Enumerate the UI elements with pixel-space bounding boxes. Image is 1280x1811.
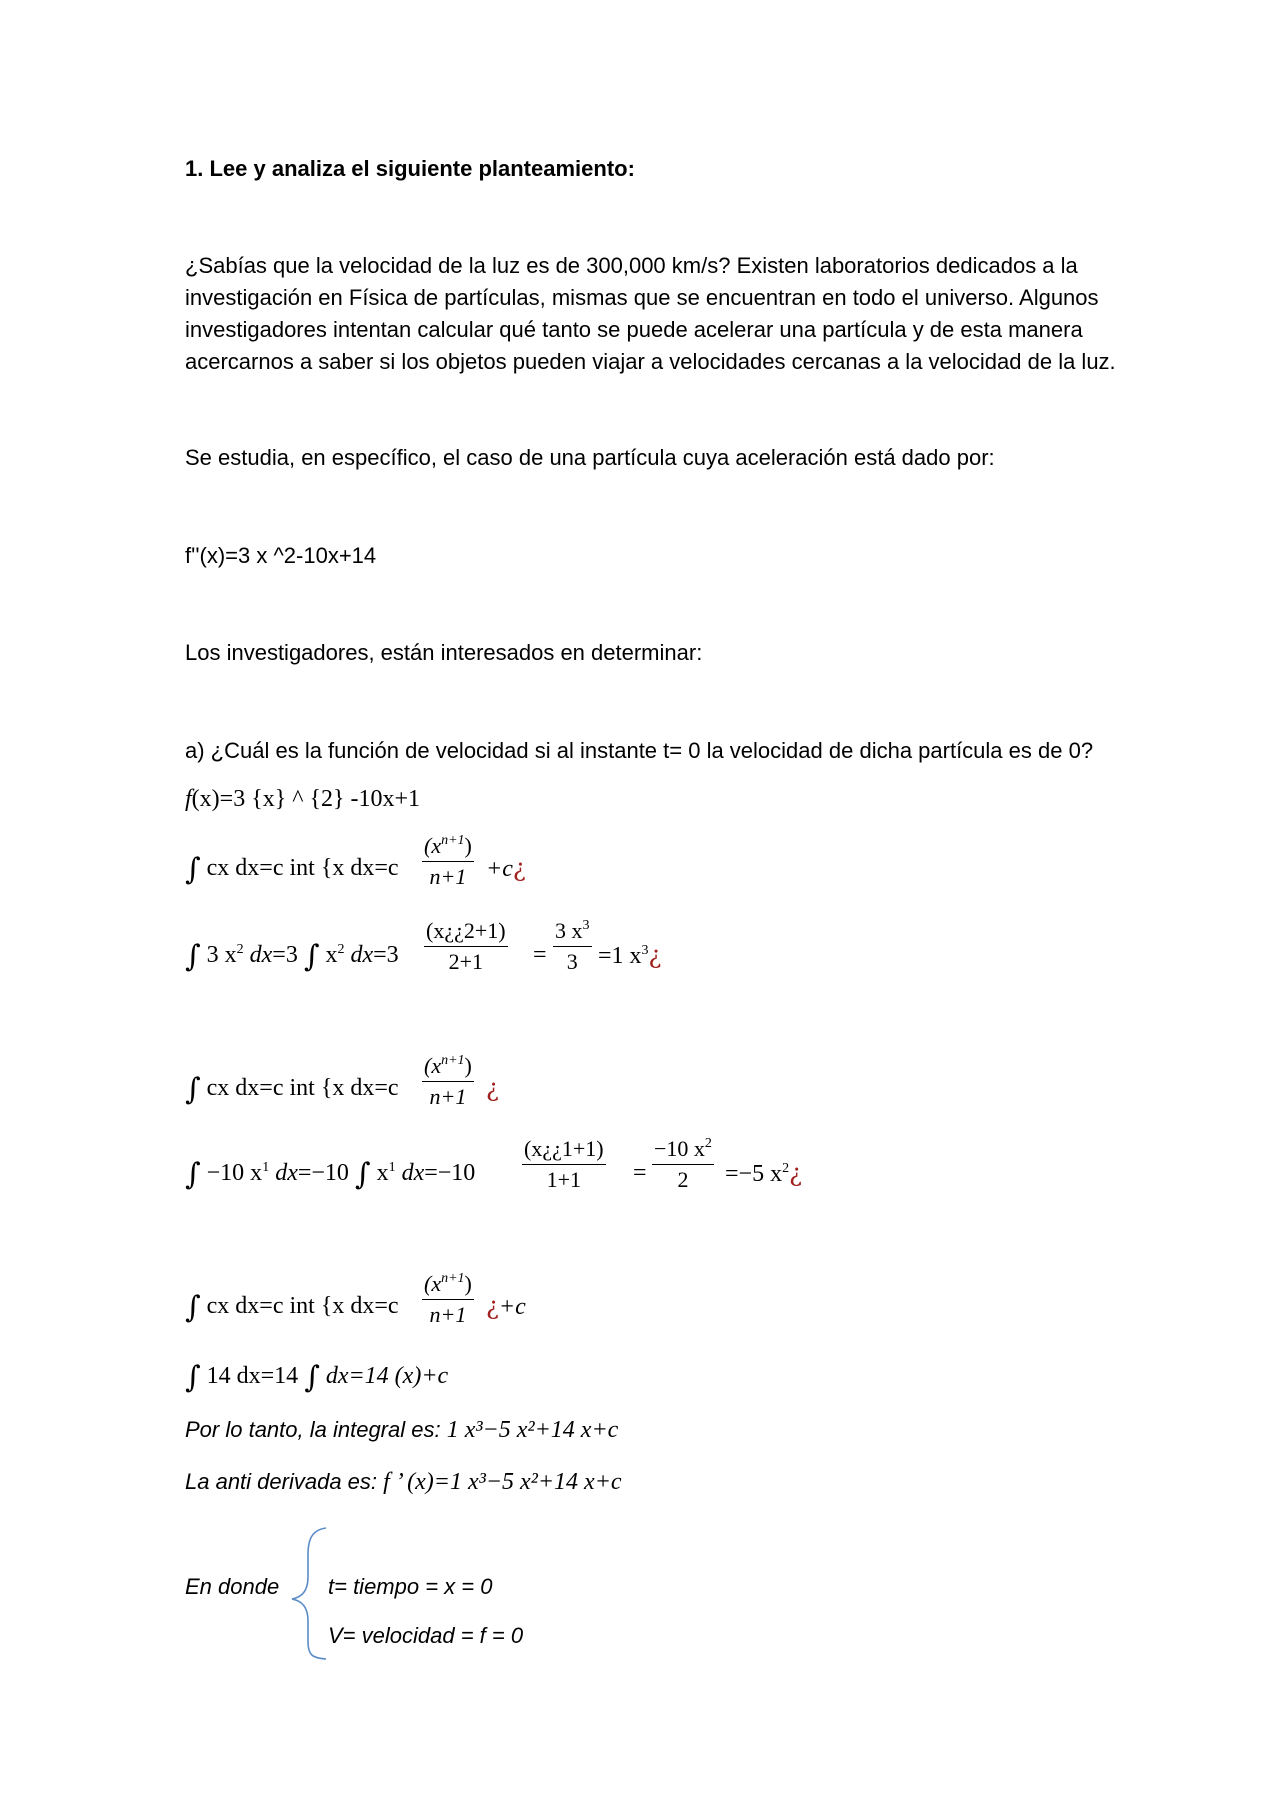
term1-result: =1 $x^3¿$ <box>598 941 662 969</box>
integral-sign: ∫ <box>185 1072 201 1107</box>
fx-rest: (x)=3 {x} ^ {2} -10x+1 <box>191 786 421 812</box>
where-item-time: t= tiempo = x = 0 <box>328 1574 493 1599</box>
term1-left: 3 x <box>206 942 237 968</box>
term3-left: 14 dx=14 <box>206 1363 299 1389</box>
integral-sign: ∫ <box>354 1157 371 1192</box>
fx-line <box>185 784 420 814</box>
equals: = <box>633 1160 647 1186</box>
integral-sign: ∫ <box>304 1360 320 1395</box>
interest-text: Los investigadores, están interesados en determinar: <box>185 640 703 665</box>
term1-result-text: =1 x <box>598 943 642 969</box>
term2-denominator: 1+1 <box>546 1167 581 1192</box>
rule-exponent: n+1 <box>441 1053 465 1068</box>
term1-integral: ∫ 3 $x^2$ dx=3 ∫ $x^2$ dx=3 <box>185 939 399 974</box>
rule-fraction-2: $\frac{(x^{n+1})}{n+1}$ <box>424 1053 472 1109</box>
term1-denominator: 2+1 <box>448 949 483 974</box>
red-mark: ¿ <box>486 1292 499 1320</box>
integral-sign: ∫ <box>185 1157 201 1192</box>
intro-paragraph <box>185 250 1116 378</box>
conclusion-expression: 1 x³−5 x²+14 x+c <box>446 1417 619 1443</box>
integral-sign: ∫ <box>185 939 201 974</box>
term2-denominator-2: 2 <box>677 1167 689 1192</box>
where-item-velocity: V= velocidad = f = 0 <box>328 1623 524 1648</box>
rule-denominator: n+1 <box>429 1302 467 1327</box>
term3-integral <box>185 1361 448 1393</box>
term2-result-text: =−5 x <box>725 1161 783 1187</box>
term2-numerator-2: −10 x <box>654 1136 705 1161</box>
intro-line: investigación en Física de partículas, mismas que se encuentran en todo el universo. Algunos <box>185 285 1099 310</box>
term2-result: =−5 $x^2¿$ <box>725 1159 802 1187</box>
term2-fraction <box>522 1136 606 1193</box>
term1-fraction <box>424 918 508 975</box>
red-mark: ¿ <box>789 1159 802 1187</box>
equals: = <box>533 942 547 968</box>
intro-line: investigadores intentan calcular qué tanto se puede acelerar una partícula y de esta manera <box>185 317 1083 342</box>
rule-text: cx dx=c int {x dx=c <box>206 1075 399 1101</box>
rule-denominator: n+1 <box>429 864 467 889</box>
term1-fraction-2: $\frac{3 x^3}{3}$ <box>555 918 590 974</box>
rule-text: cx dx=c int {x dx=c <box>206 1293 399 1319</box>
conclusion-label: Por lo tanto, la integral es: <box>185 1417 447 1442</box>
rule-exponent: n+1 <box>441 833 465 848</box>
red-mark: ¿ <box>648 941 662 969</box>
integral-sign: ∫ <box>185 852 201 887</box>
fx-symbol: f <box>185 786 192 812</box>
power-rule-3 <box>185 1291 399 1323</box>
term2-fraction-2: $\frac{-10 x^2}{2}$ <box>654 1136 712 1192</box>
term1-numerator-2: 3 x <box>555 918 583 943</box>
red-mark: ¿ <box>512 854 526 882</box>
term1-x: x <box>325 942 338 968</box>
rule-exponent: n+1 <box>441 1271 465 1286</box>
antiderivative-expression: f ’ (x)=1 x³−5 x²+14 x+c <box>383 1469 622 1495</box>
heading: 1. Lee y analiza el siguiente planteamiento: <box>185 156 635 181</box>
term3-rest: dx=14 (x)+c <box>325 1363 449 1389</box>
red-mark: ¿ <box>486 1074 499 1102</box>
term2-numerator: (x¿¿1+1) <box>522 1136 606 1165</box>
rule-fraction-3: $\frac{(x^{n+1})}{n+1}$ <box>424 1271 472 1327</box>
term1-denominator-2: 3 <box>566 949 578 974</box>
term2-x: x <box>376 1160 389 1186</box>
where-label: En donde <box>185 1574 280 1599</box>
case-text: Se estudia, en específico, el caso de una partícula cuya aceleración está dado por: <box>185 445 995 470</box>
intro-line: acercarnos a saber si los objetos pueden viajar a velocidades cercanas a la velocidad de la luz. <box>185 349 1116 374</box>
term2-left: −10 x <box>206 1160 263 1186</box>
rule-tail-1: +c¿ <box>486 854 526 882</box>
rule-tail-3: ¿+c <box>486 1292 526 1320</box>
rule-text: cx dx=c int {x dx=c <box>206 855 399 881</box>
integral-sign: ∫ <box>185 1360 201 1395</box>
intro-line: ¿Sabías que la velocidad de la luz es de 300,000 km/s? Existen laboratorios dedicados a la <box>185 253 1078 278</box>
curly-brace-icon <box>290 1525 330 1661</box>
conclusion-line <box>185 1414 618 1446</box>
antiderivative-label: La anti derivada es: <box>185 1469 384 1494</box>
integral-sign: ∫ <box>303 939 320 974</box>
rule-denominator: n+1 <box>429 1084 467 1109</box>
integral-sign: ∫ <box>185 1290 201 1325</box>
term1-numerator: (x¿¿2+1) <box>424 918 508 947</box>
rule-fraction-1: $\frac{(x^{n+1})}{n+1}$ <box>424 833 472 889</box>
term2-integral: ∫ −10 $x^1$ dx=−10 ∫ $x^1$ dx=−10 <box>185 1157 476 1192</box>
acceleration-formula: f''(x)=3 x ^2-10x+14 <box>185 543 377 568</box>
power-rule-2 <box>185 1073 399 1105</box>
power-rule-1 <box>185 853 399 885</box>
question-a: a) ¿Cuál es la función de velocidad si al instante t= 0 la velocidad de dicha partícula es de 0? <box>185 738 1094 763</box>
antiderivative-line <box>185 1466 622 1498</box>
rule-tail-2 <box>486 1073 499 1104</box>
